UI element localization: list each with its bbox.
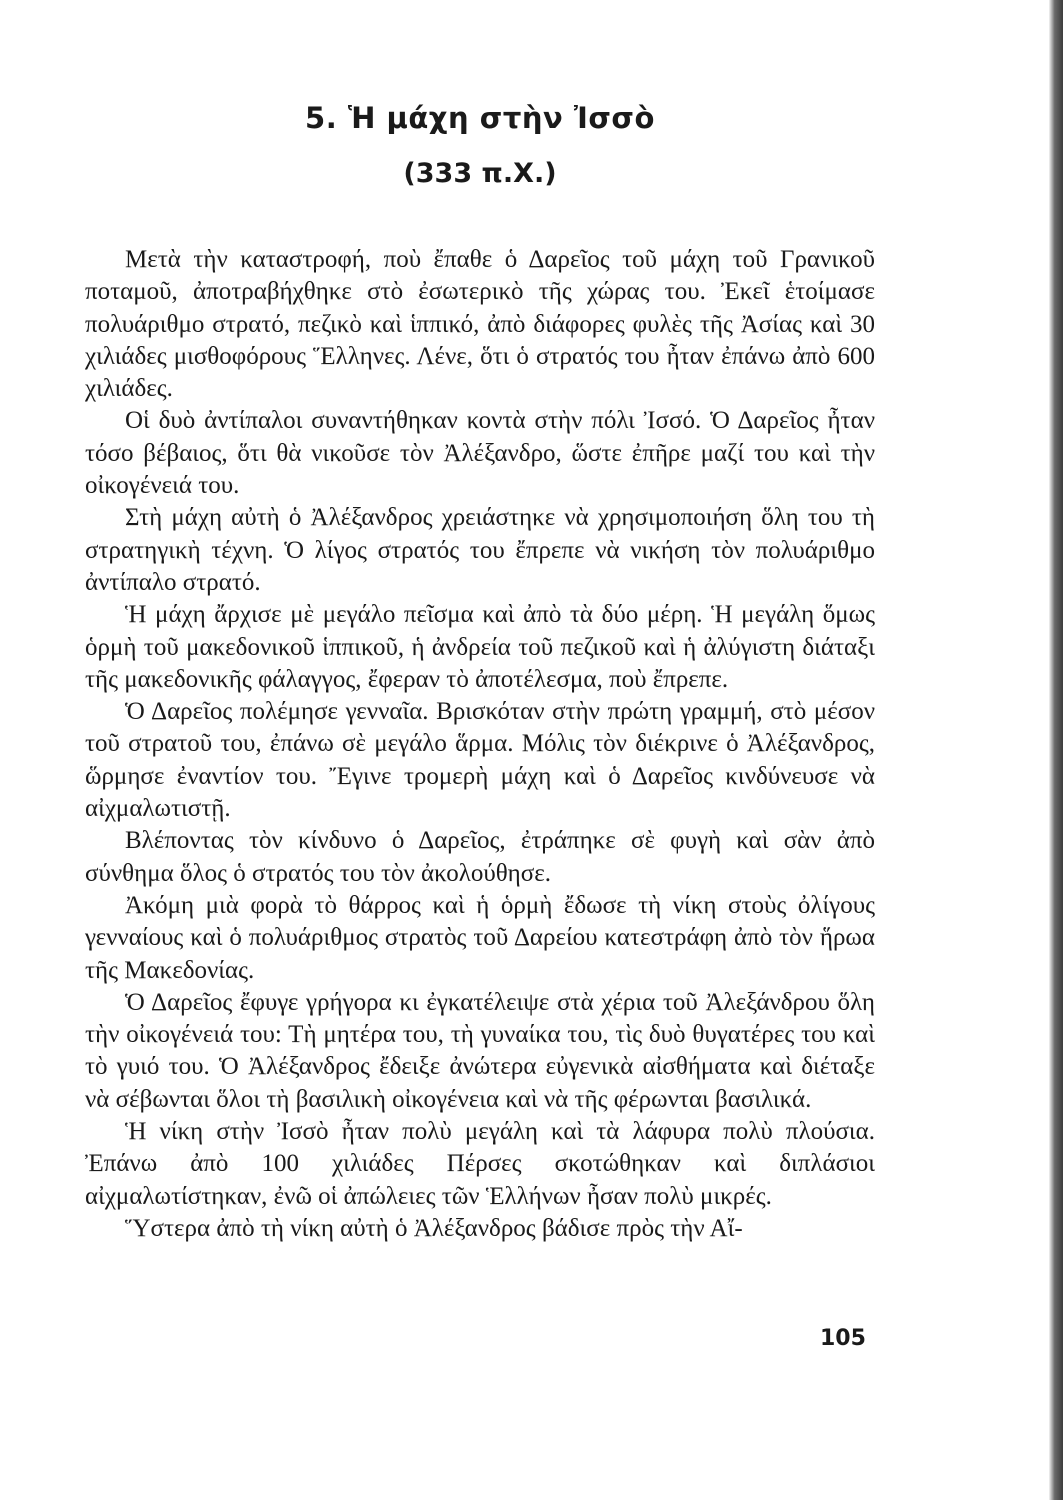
paragraph: Ὕστερα ἀπὸ τὴ νίκη αὐτὴ ὁ Ἀλέξανδρος βάδισε πρὸς τὴν Αἴ- bbox=[125, 1214, 743, 1242]
paragraph: Ἡ μάχη ἄρχισε μὲ μεγάλο πεῖσμα καὶ ἀπὸ τὰ δύο μέρη. Ἡ μεγάλη ὅμως ὁρμὴ τοῦ μακεδονικοῦ ἱππικοῦ, ἡ ἀνδρεία τοῦ πεζικοῦ καὶ ἡ ἀλύγιστη διάταξι τῆς μακεδονικῆς φάλαγγος, ἔφεραν τὸ ἀποτέλεσμα, ποὺ ἔπρεπε. bbox=[85, 601, 875, 693]
paragraph: Βλέποντας τὸν κίνδυνο ὁ Δαρεῖος, ἐτράπηκε σὲ φυγὴ καὶ σὰν ἀπὸ σύνθημα ὅλος ὁ στρατός του τὸν ἀκολούθησε. bbox=[85, 827, 875, 887]
paragraph: Οἱ δυὸ ἀντίπαλοι συναντήθηκαν κοντὰ στὴν πόλι Ἰσσό. Ὁ Δαρεῖος ἦταν τόσο βέβαιος, ὅτι θὰ νικοῦσε τὸν Ἀλέξανδρο, ὥστε ἐπῆρε μαζί του καὶ τὴν οἰκογένειά του. bbox=[85, 407, 875, 500]
page-edge-shadow bbox=[1049, 0, 1063, 1500]
chapter-date: (333 π.Χ.) bbox=[403, 158, 557, 189]
paragraph: Ἡ νίκη στὴν Ἰσσὸ ἦταν πολὺ μεγάλη καὶ τὰ λάφυρα πολὺ πλούσια. Ἐπάνω ἀπὸ 100 χιλιάδες Πέρσες σκοτώθηκαν καὶ διπλάσιοι αἰχμαλωτίστηκαν, ἐνῶ οἱ ἀπώλειες τῶν Ἑλλήνων ἦσαν πολὺ μικρές. bbox=[85, 1118, 875, 1210]
paragraph: Ὁ Δαρεῖος ἔφυγε γρήγορα κι ἐγκατέλειψε στὰ χέρια τοῦ Ἀλεξάνδρου ὅλη τὴν οἰκογένειά του: Τὴ μητέρα του, τὴ γυναίκα του, τὶς δυὸ θυγατέρες του καὶ τὸ γυιό του. Ὁ Ἀλέξανδρος ἔδειξε ἀνώτερα εὐγενικὰ αἰσθήματα καὶ διέταξε νὰ σέβωνται ὅλοι τὴ βασιλικὴ οἰκογένεια καὶ νὰ τῆς φέρωνται βασιλικά. bbox=[85, 988, 875, 1113]
paragraph: Στὴ μάχη αὐτὴ ὁ Ἀλέξανδρος χρειάστηκε νὰ χρησιμοποιήση ὅλη του τὴ στρατηγικὴ τέχνη. Ὁ λίγος στρατός του ἔπρεπε νὰ νικήση τὸν πολυάριθμο ἀντίπαλο στρατό. bbox=[85, 504, 875, 596]
body-text bbox=[85, 244, 875, 1245]
paragraph: Μετὰ τὴν καταστροφή, ποὺ ἔπαθε ὁ Δαρεῖος τοῦ μάχη τοῦ Γρανικοῦ ποταμοῦ, ἀποτραβήχθηκε στὸ ἐσωτερικὸ τῆς χώρας του. Ἐκεῖ ἑτοίμασε πολυάριθμο στρατό, πεζικὸ καὶ ἱππικό, ἀπὸ διάφορες φυλὲς τῆς Ἀσίας καὶ 30 χιλιάδες μισθοφόρους Ἕλληνες. Λένε, ὅτι ὁ στρατός του ἦταν ἐπάνω ἀπὸ 600 χιλιάδες. bbox=[85, 246, 875, 403]
paragraph: Ὁ Δαρεῖος πολέμησε γενναῖα. Βρισκόταν στὴν πρώτη γραμμή, στὸ μέσον τοῦ στρατοῦ του, ἐπάνω σὲ μεγάλο ἅρμα. Μόλις τὸν διέκρινε ὁ Ἀλέξανδρος, ὥρμησε ἐναντίον του. Ἔγινε τρομερὴ μάχη καὶ ὁ Δαρεῖος κινδύνευσε νὰ αἰχμαλωτιστῇ. bbox=[85, 698, 875, 823]
book-page bbox=[85, 90, 875, 1245]
chapter-title: 5. Ἡ μάχη στὴν Ἰσσὸ bbox=[305, 101, 655, 135]
paragraph: Ἀκόμη μιὰ φορὰ τὸ θάρρος καὶ ἡ ὁρμὴ ἔδωσε τὴ νίκη στοὺς ὀλίγους γενναίους καὶ ὁ πολυάριθμος στρατὸς τοῦ Δαρείου κατεστράφη ἀπὸ τὸν ἥρωα τῆς Μακεδονίας. bbox=[85, 891, 875, 984]
page-number: 105 bbox=[820, 1326, 866, 1351]
